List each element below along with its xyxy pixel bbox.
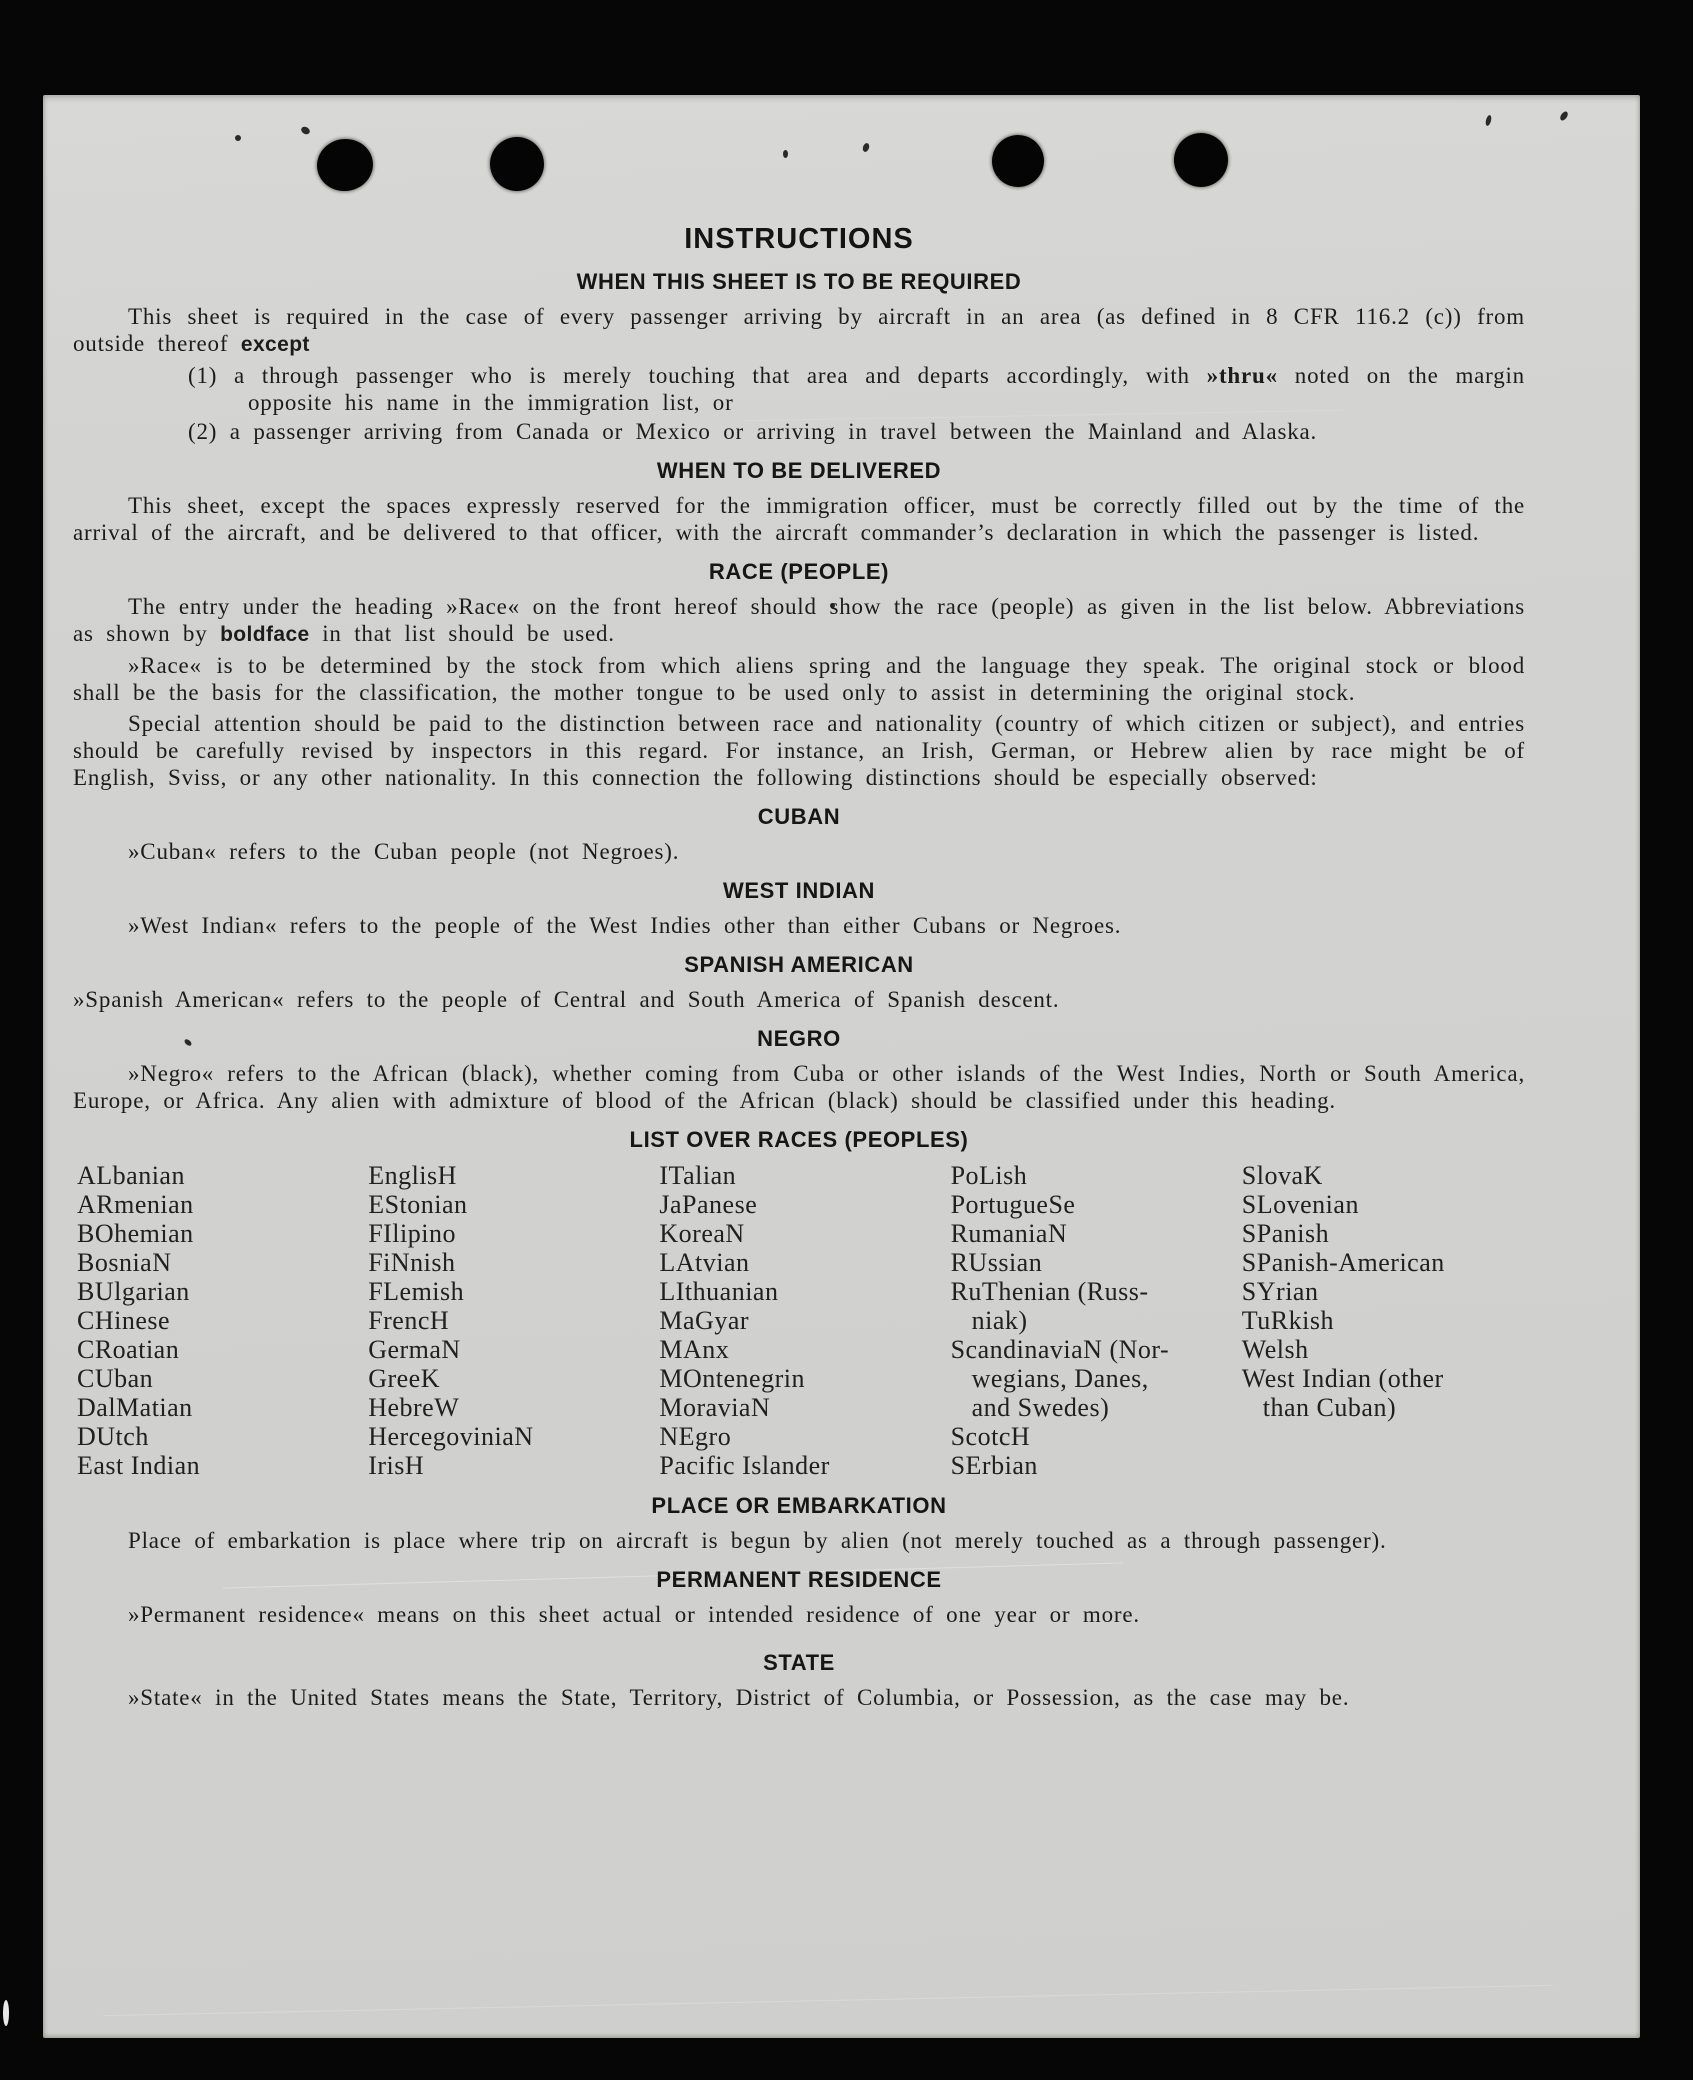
race-item: SlovaK [1241,1161,1323,1190]
paragraph-state: »State« in the United States means the State, Territory, District of Columbia, or Possession, as the case may be. [128,1685,1350,1710]
paragraph-embarkation: Place of embarkation is place where trip on aircraft is begun by alien (not merely touched as a through passenger). [128,1528,1387,1553]
punch-hole [314,135,377,194]
race-item: Pacific Islander [659,1451,830,1480]
race-item: EnglisH [368,1161,457,1190]
race-item: ALbanian [77,1161,185,1190]
race-item: RumaniaN [950,1219,1068,1248]
punch-hole [1171,130,1231,190]
race-item: GreeK [368,1364,440,1393]
race-item: MoraviaN [659,1393,771,1422]
heading-state: STATE [763,1650,835,1675]
race-item: than Cuban) [1241,1393,1397,1422]
paragraph-west-indian: »West Indian« refers to the people of the West Indies other than either Cubans or Negroes. [128,913,1122,938]
paragraph-race-1: The entry under the heading »Race« on the front hereof should show the race (people) as given in the list below. Abbreviations as shown by boldface in that list should be used. [73,594,1525,646]
race-item: NEgro [659,1422,732,1451]
document-body [73,223,1525,1715]
noise-speck [1559,110,1570,122]
race-item: SPanish-American [1241,1248,1445,1277]
race-item: JaPanese [659,1190,758,1219]
race-item: HercegoviniaN [368,1422,534,1451]
heading-permanent-residence: PERMANENT RESIDENCE [656,1567,942,1592]
races-column-3 [659,1161,942,1480]
paragraph-required-intro: This sheet is required in the case of every passenger arriving by aircraft in an area (as defined in 8 CFR 116.2 (c)) from outside thereof except [73,304,1525,356]
race-item: FLemish [368,1277,465,1306]
punch-hole [487,134,546,193]
race-item: ARmenian [77,1190,194,1219]
heading-west-indian: WEST INDIAN [722,878,876,903]
list-item-1: (1) a through passenger who is merely touching that area and departs accordingly, with »thru« noted on the margin opposite his name in the immigration list, or [188,363,1525,415]
list-item-2: (2) a passenger arriving from Canada or Mexico or arriving in travel between the Mainland and Alaska. [188,419,1318,444]
race-item: ScotcH [950,1422,1031,1451]
race-item: SErbian [950,1451,1038,1480]
race-item: wegians, Danes, [950,1364,1149,1393]
race-item: BUlgarian [77,1277,190,1306]
scratch-line [103,1985,1553,2016]
race-item: FrencH [368,1306,450,1335]
race-item: and Swedes) [950,1393,1110,1422]
heading-when-delivered: WHEN TO BE DELIVERED [656,458,942,483]
heading-negro: NEGRO [757,1026,841,1051]
heading-place-or-embarkation: PLACE OR EMBARKATION [651,1493,947,1518]
heading-spanish-american: SPANISH AMERICAN [684,952,914,977]
race-item: LIthuanian [659,1277,779,1306]
race-item: MaGyar [659,1306,750,1335]
noise-speck [1485,115,1493,127]
race-item: FiNnish [368,1248,456,1277]
noise-speck [3,2000,9,2026]
race-item: MAnx [659,1335,730,1364]
noise-speck [862,142,871,153]
race-item: IrisH [368,1451,425,1480]
race-item: niak) [950,1306,1028,1335]
paragraph-permanent-residence: »Permanent residence« means on this sheet actual or intended residence of one year or more. [128,1602,1140,1627]
heading-when-required: WHEN THIS SHEET IS TO BE REQUIRED [576,269,1022,294]
race-item: ITalian [659,1161,737,1190]
race-item: FIlipino [368,1219,456,1248]
races-column-2 [368,1161,651,1480]
races-list [77,1161,1525,1480]
race-item: RuThenian (Russ- [950,1277,1149,1306]
scanned-sheet [43,95,1640,2038]
race-item: SYrian [1241,1277,1319,1306]
races-column-4 [951,1161,1234,1480]
race-item: EStonian [368,1190,468,1219]
race-item: Welsh [1241,1335,1309,1364]
race-item: LAtvian [659,1248,750,1277]
noise-speck [235,135,241,141]
race-item: SPanish [1241,1219,1330,1248]
noise-speck [783,150,788,158]
race-item: DUtch [77,1422,149,1451]
race-item: MOntenegrin [659,1364,805,1393]
race-item: East Indian [77,1451,201,1480]
race-item: KoreaN [659,1219,745,1248]
race-item: West Indian (other [1241,1364,1444,1393]
paragraph-cuban: »Cuban« refers to the Cuban people (not Negroes). [128,839,680,864]
race-item: GermaN [368,1335,461,1364]
punch-hole [990,133,1046,189]
page-title: INSTRUCTIONS [684,223,914,255]
races-column-5 [1242,1161,1525,1480]
race-item: CHinese [77,1306,171,1335]
paragraph-when-delivered: This sheet, except the spaces expressly reserved for the immigration officer, must be correctly filled out by the time of the arrival of the aircraft, and be delivered to that officer, with the aircraft commander’s declaration in which the passenger is listed. [73,493,1525,545]
race-item: CUban [77,1364,154,1393]
race-item: RUssian [950,1248,1043,1277]
race-item: BosniaN [77,1248,172,1277]
noise-speck [300,125,311,136]
race-item: ScandinaviaN (Nor- [950,1335,1170,1364]
paragraph-negro: »Negro« refers to the African (black), whether coming from Cuba or other islands of the West Indies, North or South America, Europe, or Africa. Any alien with admixture of blood of the African (black) should be classified under this heading. [73,1061,1525,1113]
race-item: CRoatian [77,1335,180,1364]
race-item: BOhemian [77,1219,194,1248]
heading-race-people: RACE (PEOPLE) [708,559,890,584]
race-item: DalMatian [77,1393,193,1422]
race-item: TuRkish [1241,1306,1334,1335]
paragraph-race-2: »Race« is to be determined by the stock from which aliens spring and the language they speak. The original stock or blood shall be the basis for the classification, the mother tongue to be used only to assist in determining the original stock. [73,653,1525,705]
race-item: PoLish [950,1161,1028,1190]
race-item: HebreW [368,1393,460,1422]
heading-cuban: CUBAN [757,804,841,829]
race-item: SLovenian [1241,1190,1359,1219]
paragraph-spanish-american: »Spanish American« refers to the people of Central and South America of Spanish descent. [73,987,1060,1012]
paragraph-race-3: Special attention should be paid to the distinction between race and nationality (country of which citizen or subject), and entries should be carefully revised by inspectors in this regard. For instance, an Irish, German, or Hebrew alien by race might be of English, Sviss, or any other nationality. In this connection the following distinctions should be especially observed: [73,711,1525,790]
races-column-1 [77,1161,360,1480]
heading-races-list: LIST OVER RACES (PEOPLES) [629,1127,969,1152]
race-item: PortugueSe [950,1190,1076,1219]
